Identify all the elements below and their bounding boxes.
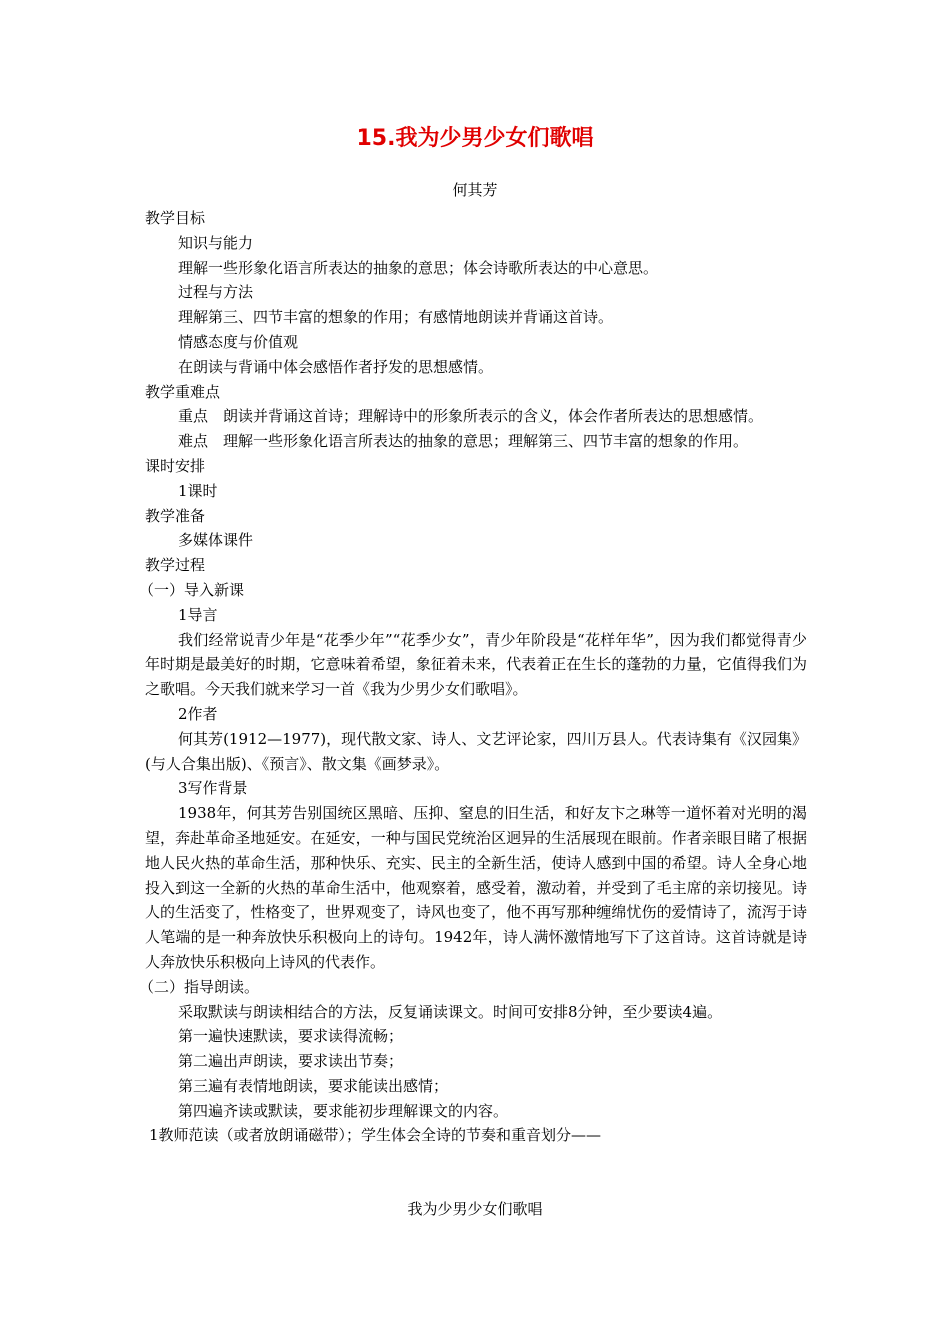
paragraph: 在朗读与背诵中体会感悟作者抒发的思想感情。	[178, 357, 494, 376]
subheading-knowledge: 知识与能力	[178, 233, 254, 252]
list-item: 第三遍有表情地朗读，要求能读出感情；	[178, 1076, 449, 1095]
section-heading-key-points: 教学重难点	[145, 382, 221, 401]
item-heading: 1导言	[178, 605, 218, 624]
paragraph-intro: 我们经常说青少年是“花季少年”“花季少女”，青少年阶段是“花样年华”，因为我们都觉得青少年时期是最美好的时期，它意味着希望，象征着未来，代表着正在生长的蓬勃的力量，它值得我们为之歌唱。今天我们就来学习一首《我为少男少女们歌唱》。	[145, 630, 807, 699]
paragraph: 理解一些形象化语言所表达的抽象的意思；体会诗歌所表达的中心意思。	[178, 258, 659, 277]
poem-title: 我为少男少女们歌唱	[407, 1200, 543, 1218]
paragraph-author: 何其芳(1912—1977)，现代散文家、诗人、文艺评论家，四川万县人。代表诗集有《汉园集》(与人合集出版)、《预言》、散文集《画梦录》。	[145, 729, 807, 773]
section-heading-preparation: 教学准备	[145, 506, 206, 525]
document-body	[139, 206, 807, 1148]
subheading-process: 过程与方法	[178, 283, 254, 302]
section-heading-schedule: 课时安排	[145, 456, 206, 475]
list-item: 第一遍快速默读，要求读得流畅；	[178, 1027, 404, 1046]
paragraph-background: 1938年，何其芳告别国统区黑暗、压抑、窒息的旧生活，和好友卞之琳等一道怀着对光明的渴望，奔赴革命圣地延安。在延安，一种与国民党统治区迥异的生活展现在眼前。作者亲眼目睹了根据地人民火热的革命生活，那种快乐、充实、民主的全新生活，使诗人感到中国的希望。诗人全身心地投入到这一全新的火热的革命生活中，他观察着，感受着，激动着，并受到了毛主席的亲切接见。诗人的生活变了，性格变了，世界观变了，诗风也变了，他不再写那种缠绵忧伤的爱情诗了，流泻于诗人笔端的是一种奔放快乐积极向上的诗句。1942年，诗人满怀激情地写下了这首诗。这首诗就是诗人奔放快乐积极向上诗风的代表作。	[145, 804, 807, 971]
paragraph-key-point: 重点 朗读并背诵这首诗；理解诗中的形象所表示的含义，体会作者所表达的思想感情。	[178, 407, 764, 426]
document-title: 15.我为少男少女们歌唱	[356, 126, 594, 151]
paragraph: 多媒体课件	[178, 531, 254, 550]
subsection-heading-intro: （一）导入新课	[139, 580, 245, 599]
list-item: 第四遍齐读或默读，要求能初步理解课文的内容。	[178, 1101, 509, 1120]
item-heading: 2作者	[178, 704, 218, 723]
paragraph: 1课时	[178, 481, 218, 500]
list-item: 第二遍出声朗读，要求读出节奏；	[178, 1052, 404, 1071]
paragraph-difficult-point: 难点 理解一些形象化语言所表达的抽象的意思；理解第三、四节丰富的想象的作用。	[178, 432, 749, 451]
paragraph: 理解第三、四节丰富的想象的作用；有感情地朗读并背诵这首诗。	[178, 308, 614, 327]
subsection-heading-reading: （二）指导朗读。	[139, 977, 260, 996]
author-name: 何其芳	[452, 181, 498, 199]
section-heading-process: 教学过程	[145, 556, 206, 575]
paragraph: 采取默读与朗读相结合的方法，反复诵读课文。时间可安排8分钟，至少要读4遍。	[178, 1002, 723, 1021]
subheading-attitude: 情感态度与价值观	[178, 332, 299, 351]
paragraph: 1教师范读（或者放朗诵磁带）；学生体会全诗的节奏和重音划分——	[149, 1126, 602, 1145]
item-heading: 3写作背景	[178, 779, 248, 798]
section-heading-objectives: 教学目标	[145, 209, 206, 227]
